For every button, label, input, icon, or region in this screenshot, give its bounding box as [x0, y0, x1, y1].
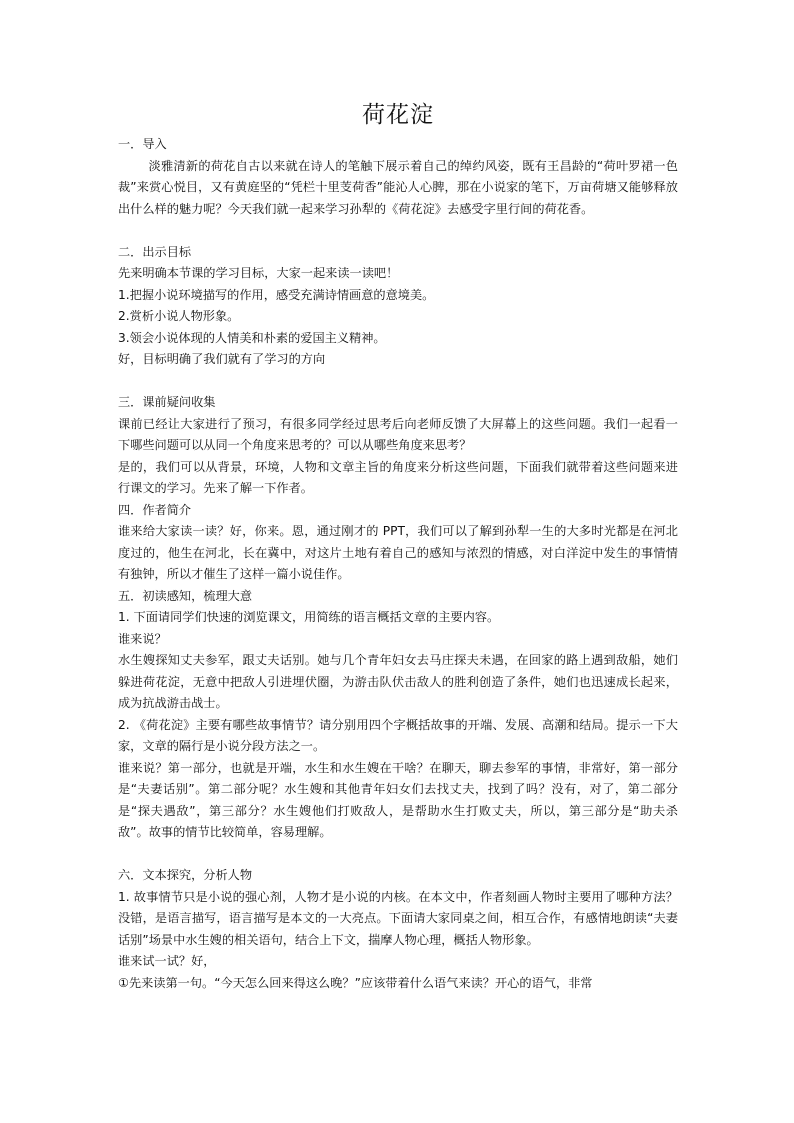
paragraph: 谁来试一试？好， [118, 954, 216, 968]
paragraph: 1. 下面请同学们快速的浏览课文，用简练的语言概括文章的主要内容。 [118, 610, 500, 624]
list-item: 1.把握小说环境描写的作用，感受充满诗情画意的意境美。 [118, 287, 435, 302]
paragraph: 2. 《荷花淀》主要有哪些故事情节？请分别用四个字概括故事的开端、发展、高潮和结局。提示一下大家，文章的隔行是小说分段方法之一。 [118, 717, 678, 753]
section-heading-intro: 一．导入 [118, 137, 167, 151]
paragraph: 1. 故事情节只是小说的强心剂，人物才是小说的内核。在本文中，作者刻画人物时主要用了哪种方法？没错，是语言描写，语言描写是本文的一大亮点。下面请大家同桌之间，相互合作，有感情地朗读“夫妻话别”场景中水生嫂的相关语句，结合上下文，揣摩人物心理，概括人物形象。 [118, 889, 678, 947]
paragraph: 谁来说？第一部分，也就是开端，水生和水生嫂在干啥？在聊天，聊去参军的事情，非常好，第一部分是“夫妻话别”。第二部分呢？水生嫂和其他青年妇女们去找丈夫，找到了吗？没有，对了，第二部分是“探夫遇敌”，第三部分？水生嫂他们打败敌人，是帮助水生打败丈夫，所以，第三部分是“助夫杀敌”。故事的情节比较简单，容易理解。 [118, 760, 678, 839]
spacer [118, 844, 678, 866]
list-item: 2.赏析小说人物形象。 [118, 309, 240, 323]
paragraph: 课前已经让大家进行了预习，有很多同学经过思考后向老师反馈了大屏幕上的这些问题。我们一起看一下哪些问题可以从同一个角度来思考的？可以从哪些角度来思考？ [118, 416, 678, 452]
paragraph: 谁来给大家读一读？好，你来。恩，通过刚才的 PPT，我们可以了解到孙犁一生的大多时光都是在河北度过的，他生在河北，长在冀中，对这片土地有着自己的感知与浓烈的情感，对白洋淀中发生的事情情有独钟，所以才催生了这样一篇小说佳作。 [118, 524, 678, 581]
section-heading-reading: 五．初读感知，梳理大意 [118, 588, 253, 603]
spacer [118, 220, 678, 242]
section-heading-objectives: 二．出示目标 [118, 244, 192, 259]
paragraph: ①先来读第一句。“今天怎么回来得这么晚？”应该带着什么语气来读？开心的语气，非常 [118, 975, 593, 990]
section-heading-author: 四．作者简介 [118, 502, 192, 517]
section-heading-analysis: 六．文本探究，分析人物 [118, 868, 253, 882]
spacer [118, 371, 678, 393]
paragraph: 先来明确本节课的学习目标，大家一起来读一读吧！ [118, 266, 399, 280]
document-title: 荷花淀 [362, 102, 434, 128]
list-item: 3.领会小说体现的人情美和朴素的爱国主义精神。 [118, 330, 386, 345]
paragraph: 淡雅清新的荷花自古以来就在诗人的笔触下展示着自己的绰约风姿，既有王昌龄的“荷叶罗裙一色裁”来赏心悦目，又有黄庭坚的“凭栏十里芰荷香”能沁人心脾，那在小说家的笔下，万亩荷塘又能够释放出什么样的魅力呢？今天我们就一起来学习孙犁的《荷花淀》去感受字里行间的荷花香。 [118, 158, 678, 216]
document-page [118, 100, 678, 994]
paragraph: 谁来说？ [118, 631, 167, 646]
paragraph: 是的，我们可以从背景，环境，人物和文章主旨的角度来分析这些问题，下面我们就带着这些问题来进行课文的学习。先来了解一下作者。 [118, 459, 678, 495]
paragraph: 水生嫂探知丈夫参军，跟丈夫话别。她与几个青年妇女去马庄探夫未遇，在回家的路上遇到敌船，她们躲进荷花淀，无意中把敌人引进埋伏圈，为游击队伏击敌人的胜利创造了条件，她们也迅速成长起来，成为抗战游击战士。 [118, 653, 678, 710]
paragraph: 好，目标明确了我们就有了学习的方向 [118, 352, 326, 366]
section-heading-questions: 三．课前疑问收集 [118, 395, 216, 409]
